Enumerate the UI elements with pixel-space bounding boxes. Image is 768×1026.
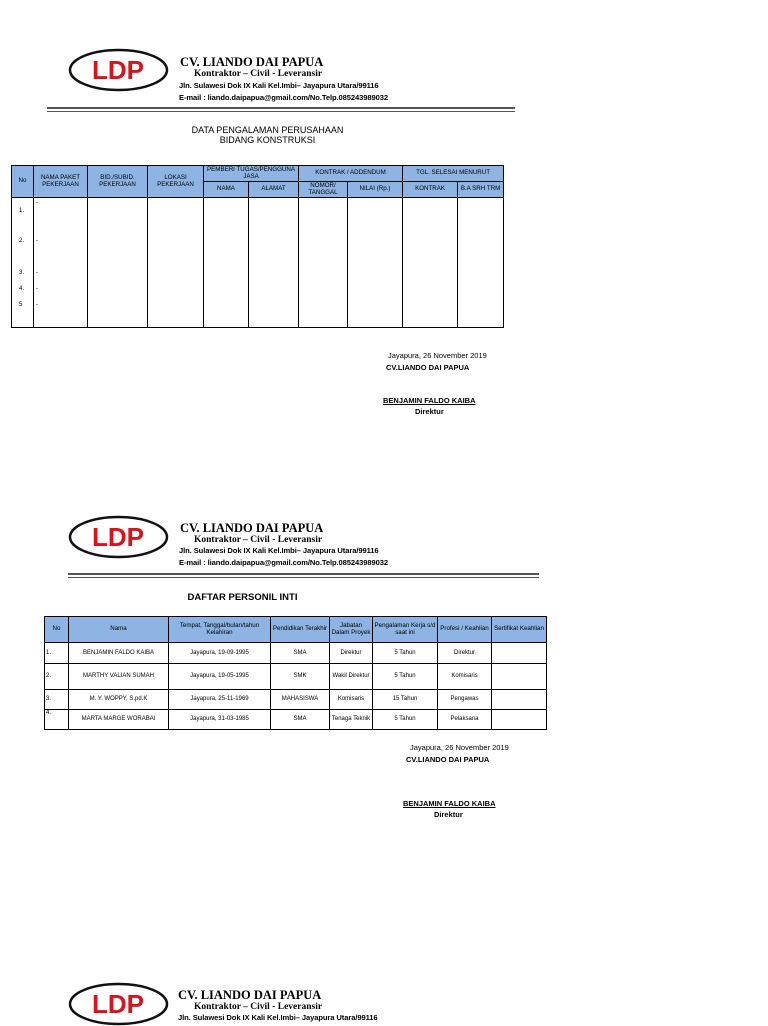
cell-pendidikan: MAHASISWA	[271, 690, 330, 710]
cell-jabatan: Wakil Direktur	[330, 664, 373, 690]
col-nama: NAMA	[204, 182, 249, 198]
company-contact: E-mail : liando.daipapua@gmail.com/No.Telp.085243989032	[179, 558, 388, 567]
col-profesi: Profesi / Keahlian	[438, 617, 492, 643]
company-subtitle: Kontraktor – Civil - Leveransir	[194, 1002, 323, 1012]
row-dash: -	[36, 199, 39, 206]
signature-title: Direktur	[415, 407, 444, 416]
row-dashes	[34, 198, 88, 328]
col-pendidikan: Pendidikan Terakhir	[271, 617, 330, 643]
signature-company: CV.LIANDO DAI PAPUA	[406, 755, 490, 764]
company-logo	[68, 982, 169, 1026]
header-divider	[47, 107, 515, 109]
cell-ttl: Jayapura, 25-11-1969	[169, 690, 271, 710]
col-pengalaman: Pengalaman Kerja s/d saat ini	[373, 617, 438, 643]
cell-profesi: Direktur	[438, 643, 492, 664]
company-name: CV. LIANDO DAI PAPUA	[180, 55, 324, 69]
signature-place-date: Jayapura, 26 November 2019	[388, 351, 487, 360]
cell-sertifikat	[492, 710, 547, 730]
row-no: 5	[19, 301, 23, 308]
header-divider	[68, 577, 539, 578]
company-logo	[68, 48, 169, 92]
cell-no: 3.	[45, 690, 69, 710]
table-row	[45, 690, 547, 710]
company-address: Jln. Sulawesi Dok IX Kali Kel.Imbi– Jayapura Utara/99116	[179, 81, 379, 90]
header-divider	[68, 573, 539, 575]
col-nomor: NOMOR/ TANGGAL	[299, 182, 348, 198]
cell-nama: MARTHY VALIAN SUMAH	[69, 664, 169, 690]
personnel-table	[44, 616, 547, 730]
company-logo	[68, 515, 169, 559]
cell-pendidikan: SMA	[271, 710, 330, 730]
signature-title: Direktur	[434, 810, 463, 819]
row-dash: -	[36, 301, 39, 308]
cell-profesi: Pengawas	[438, 690, 492, 710]
row-dash: -	[36, 269, 39, 276]
cell-sertifikat	[492, 690, 547, 710]
col-no: No	[12, 166, 34, 198]
cell-ttl: Jayapura, 19-05-1995	[169, 664, 271, 690]
company-address: Jln. Sulawesi Dok IX Kali Kel.Imbi– Jayapura Utara/99116	[178, 1013, 378, 1022]
row-no: 1.	[19, 207, 25, 214]
cell-nama: M. Y. WOPPY, S.pd.K	[69, 690, 169, 710]
table-row	[45, 643, 547, 664]
signature-company: CV.LIANDO DAI PAPUA	[386, 363, 470, 372]
col-no: No	[45, 617, 69, 643]
section1-title: DATA PENGALAMAN PERUSAHAAN	[191, 125, 344, 135]
company-name: CV. LIANDO DAI PAPUA	[178, 988, 322, 1002]
signature-place-date: Jayapura, 26 November 2019	[410, 743, 509, 752]
experience-table	[11, 165, 504, 328]
signature-name: BENJAMIN FALDO KAIBA	[403, 799, 496, 808]
col-tgl: TGL. SELESAI MENURUT	[403, 166, 504, 182]
cell-ttl: Jayapura, 19-09-1995	[169, 643, 271, 664]
section1-subtitle: BIDANG KONSTRUKSI	[219, 135, 316, 145]
signature-name: BENJAMIN FALDO KAIBA	[383, 396, 476, 405]
col-jabatan: Jabatan Dalam Proyek	[330, 617, 373, 643]
col-lokasi: LOKASI PEKERJAAN	[148, 166, 204, 198]
cell-jabatan: Komisaris	[330, 690, 373, 710]
row-no: 4.	[19, 285, 25, 292]
company-address: Jln. Sulawesi Dok IX Kali Kel.Imbi– Jayapura Utara/99116	[179, 546, 379, 555]
col-ba: B.A SRH TRM	[458, 182, 504, 198]
company-name: CV. LIANDO DAI PAPUA	[180, 521, 324, 535]
col-ttl: Tempat, Tanggal/bulan/tahun Kelahiran	[169, 617, 271, 643]
col-pemberi: PEMBERI TUGAS/PENGGUNA JASA	[204, 166, 299, 182]
cell-jabatan: Direktur	[330, 643, 373, 664]
col-nama: Nama	[69, 617, 169, 643]
row-no: 3.	[19, 269, 25, 276]
cell-pendidikan: SMK	[271, 664, 330, 690]
cell-sertifikat	[492, 664, 547, 690]
row-dash: -	[36, 285, 39, 292]
col-alamat: ALAMAT	[249, 182, 299, 198]
col-nama-paket: NAMA PAKET PEKERJAAN	[34, 166, 88, 198]
cell-pendidikan: SMA	[271, 643, 330, 664]
section2-title: DAFTAR PERSONIL INTI	[187, 592, 298, 603]
cell-pengalaman: 5 Tahun	[373, 664, 438, 690]
col-bid: BID./SUBID. PEKERJAAN	[88, 166, 148, 198]
cell-no: 2.	[45, 664, 69, 690]
col-kontrak2: KONTRAK	[403, 182, 458, 198]
col-kontrak: KONTRAK / ADDENDUM	[299, 166, 403, 182]
company-subtitle: Kontraktor – Civil - Leveransir	[194, 535, 323, 545]
cell-sertifikat	[492, 643, 547, 664]
cell-nama: MARTA MARGE WORABAI	[69, 710, 169, 730]
cell-pengalaman: 5 Tahun	[373, 643, 438, 664]
logo-text: LDP	[92, 989, 144, 1019]
row-numbers	[12, 198, 34, 328]
cell-no: 4.	[45, 710, 69, 730]
table-row	[45, 664, 547, 690]
company-contact: E-mail : liando.daipapua@gmail.com/No.Telp.085243989032	[179, 93, 388, 102]
cell-ttl: Jayapura, 31-03-1985	[169, 710, 271, 730]
header-divider	[47, 111, 515, 112]
cell-profesi: Pelaksana	[438, 710, 492, 730]
cell-no: 1.	[45, 643, 69, 664]
row-no: 2.	[19, 237, 25, 244]
col-sertifikat: Sertifikat Keahlian	[492, 617, 547, 643]
company-subtitle: Kontraktor – Civil - Leveransir	[194, 69, 323, 79]
cell-jabatan: Tenaga Teknik	[330, 710, 373, 730]
logo-text: LDP	[92, 55, 144, 85]
cell-profesi: Komisaris	[438, 664, 492, 690]
table-row	[45, 710, 547, 730]
cell-pengalaman: 15 Tahun	[373, 690, 438, 710]
cell-nama: BENJAMIN FALDO KAIBA	[69, 643, 169, 664]
col-nilai: NILAI (Rp.)	[348, 182, 403, 198]
row-dash: -	[36, 237, 39, 244]
cell-pengalaman: 5 Tahun	[373, 710, 438, 730]
logo-text: LDP	[92, 522, 144, 552]
